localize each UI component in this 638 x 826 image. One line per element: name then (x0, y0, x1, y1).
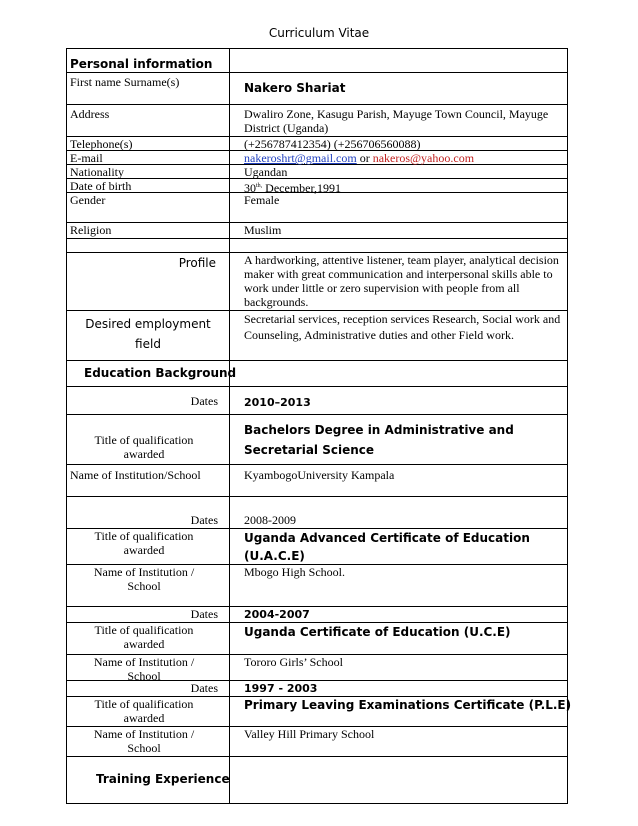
edu-inst-value: Mbogo High School. (244, 565, 346, 579)
telephone-label: Telephone(s) (70, 137, 133, 151)
edu-dates-value: 2004-2007 (244, 608, 310, 621)
dob-suffix: th, (256, 183, 263, 189)
edu-inst-value: Valley Hill Primary School (244, 727, 375, 741)
personal-info-heading: Personal information (70, 57, 213, 71)
gender-label: Gender (70, 193, 106, 207)
training-heading: Training Experience (96, 772, 230, 786)
row-divider (66, 104, 568, 105)
edu-dates-value: 2008-2009 (244, 513, 296, 527)
gender-value: Female (244, 193, 280, 207)
edu-dates-value: 1997 - 2003 (244, 682, 318, 695)
telephone-value: (+256787412354) (+256706560088) (244, 137, 421, 151)
email-or: or (356, 151, 373, 165)
edu-dates-label: Dates (190, 513, 218, 527)
profile-text: A hardworking, attentive listener, team player, analytical decision maker with great communication and interpersonal skills able to work under little or zero supervision with people from all backgrounds. (244, 253, 559, 309)
edu-dates-label: Dates (190, 607, 218, 621)
email-label: E-mail (70, 151, 103, 165)
row-divider (66, 414, 568, 415)
row-divider (66, 464, 568, 465)
page-title: Curriculum Vitae (268, 26, 370, 40)
education-heading: Education Background (84, 366, 237, 380)
desired-field-text: Secretarial services, reception services Research, Social work and Counseling, Administrative duties and other Field work. (244, 312, 561, 342)
edu-inst-label: Name of Institution / School (93, 727, 195, 755)
email-value (244, 151, 474, 165)
nationality-label: Nationality (70, 165, 124, 179)
edu-dates-label: Dates (190, 681, 218, 695)
edu-qual-label: Title of qualification awarded (94, 433, 194, 461)
edu-inst-label: Name of Institution/School (70, 468, 201, 482)
edu-inst-label: Name of Institution / School (93, 565, 195, 593)
row-divider (66, 72, 568, 73)
religion-value: Muslim (244, 223, 282, 237)
religion-label: Religion (70, 223, 112, 237)
profile-label: Profile (178, 256, 216, 270)
row-divider (66, 756, 568, 757)
edu-qual-label: Title of qualification awarded (94, 623, 194, 651)
email-link-gmail[interactable]: nakeroshrt@gmail.com (244, 151, 357, 165)
edu-inst-label: Name of Institution / School (93, 655, 195, 683)
desired-field-label: Desired employment field (85, 317, 211, 351)
edu-qual-label: Title of qualification awarded (94, 529, 194, 557)
name-label: First name Surname(s) (70, 75, 180, 89)
edu-dates-value: 2010–2013 (244, 396, 311, 409)
edu-qual-label: Title of qualification awarded (94, 697, 194, 725)
edu-dates-label: Dates (190, 394, 218, 408)
dob-rest: December,1991 (262, 181, 341, 195)
edu-qual-value: Bachelors Degree in Administrative and Secretarial Science (244, 423, 514, 457)
address-value: Dwaliro Zone, Kasugu Parish, Mayuge Town Council, Mayuge District (Uganda) (244, 107, 549, 135)
column-divider (229, 48, 230, 804)
edu-qual-value: Uganda Certificate of Education (U.C.E) (244, 625, 511, 639)
address-label: Address (70, 107, 110, 121)
row-divider (66, 360, 568, 361)
dob-day: 30 (244, 181, 256, 195)
row-divider (66, 222, 568, 223)
edu-qual-value: Uganda Advanced Certificate of Education (U.A.C.E) (244, 531, 530, 563)
dob-label: Date of birth (70, 179, 132, 193)
nationality-value: Ugandan (244, 165, 288, 179)
row-divider (66, 386, 568, 387)
edu-inst-value: Tororo Girls’ School (244, 655, 343, 669)
edu-inst-value: KyambogoUniversity Kampala (244, 468, 395, 482)
row-divider (66, 496, 568, 497)
row-divider (66, 238, 568, 239)
edu-qual-value: Primary Leaving Examinations Certificate (P.L.E) (244, 698, 572, 712)
name-value: Nakero Shariat (244, 81, 346, 95)
email-link-yahoo[interactable]: nakeros@yahoo.com (372, 151, 475, 165)
